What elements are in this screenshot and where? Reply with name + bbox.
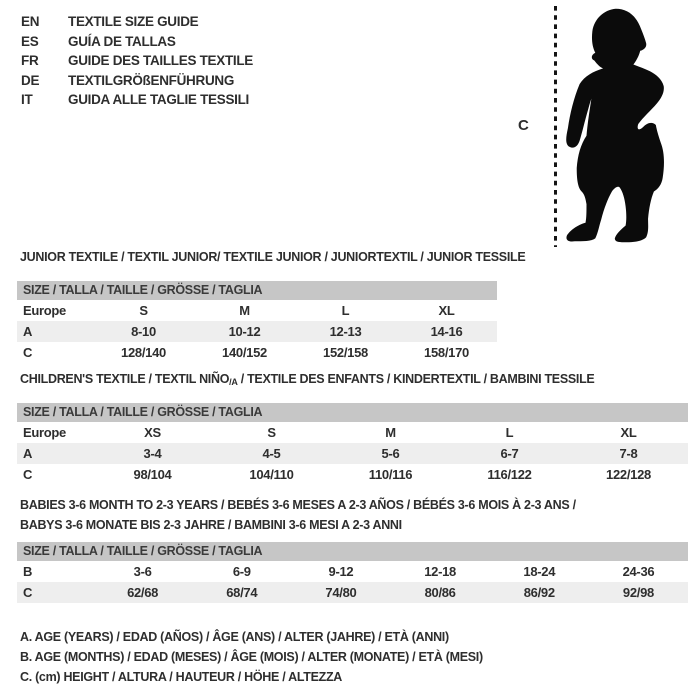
height-dashed-line [552, 6, 559, 247]
baby-silhouette-shape [566, 9, 664, 242]
table-header-bar: SIZE / TALLA / TAILLE / GRÖSSE / TAGLIA [17, 281, 497, 300]
section-title-junior: JUNIOR TEXTILE / TEXTIL JUNIOR/ TEXTILE JUNIOR / JUNIORTEXTIL / JUNIOR TESSILE [20, 250, 526, 264]
row-label: A [23, 324, 33, 339]
size-cell: M [239, 303, 250, 318]
size-cell: 8-10 [131, 324, 156, 339]
language-code: ES [21, 33, 39, 49]
size-table-babies [17, 542, 688, 603]
size-cell: 6-7 [500, 446, 519, 461]
table-row-height [17, 464, 688, 485]
language-label: TEXTILGRÖßENFÜHRUNG [68, 72, 235, 88]
row-label: Europe [23, 425, 66, 440]
table-row-age [17, 443, 688, 464]
size-cell: 68/74 [226, 585, 258, 600]
row-label: C [23, 467, 33, 482]
language-code: DE [21, 72, 40, 88]
size-table-children [17, 403, 688, 485]
table-row-height [17, 342, 497, 363]
size-cell: 62/68 [127, 585, 159, 600]
language-list [21, 12, 253, 110]
size-cell: XL [438, 303, 455, 318]
table-row-europe [17, 300, 497, 321]
size-cell: 18-24 [523, 564, 556, 579]
size-cell: 80/86 [424, 585, 456, 600]
size-cell: 74/80 [325, 585, 357, 600]
section-title-part: / TEXTILE DES ENFANTS / KINDERTEXTIL / BAMBINI TESSILE [237, 372, 595, 386]
footnotes [20, 627, 483, 687]
size-cell: L [505, 425, 514, 440]
size-cell: 12-18 [424, 564, 456, 579]
size-cell: 104/110 [249, 467, 294, 482]
size-cell: L [341, 303, 350, 318]
language-code: EN [21, 14, 40, 29]
size-cell: 6-9 [232, 564, 251, 579]
size-cell: 3-4 [143, 446, 162, 461]
size-cell: 116/122 [487, 467, 532, 482]
section-title-children [20, 372, 594, 387]
footnote-age-months: B. AGE (MONTHS) / EDAD (MESES) / ÂGE (MOIS) / ALTER (MONATE) / ETÀ (MESI) [20, 650, 483, 664]
language-label: GUIDE DES TAILLES TEXTILE [68, 53, 254, 68]
row-label: C [23, 585, 33, 600]
size-cell: 152/158 [323, 345, 368, 360]
size-cell: 10-12 [228, 324, 261, 339]
size-cell: 24-36 [622, 564, 655, 579]
section-title-line1: BABIES 3-6 MONTH TO 2-3 YEARS / BEBÉS 3-6 MESES A 2-3 AÑOS / BÉBÉS 3-6 MOIS À 2-3 ANS / [20, 498, 576, 512]
size-cell: XL [620, 425, 637, 440]
language-label: GUIDA ALLE TAGLIE TESSILI [68, 92, 249, 107]
table-header-bar: SIZE / TALLA / TAILLE / GRÖSSE / TAGLIA [17, 542, 688, 561]
language-row-fr [21, 51, 253, 71]
size-cell: 110/116 [368, 467, 413, 482]
section-title-babies [20, 495, 576, 535]
size-cell: 9-12 [328, 564, 354, 579]
height-label-c: C [518, 117, 529, 134]
language-label: TEXTILE SIZE GUIDE [68, 14, 199, 29]
language-code: IT [21, 92, 33, 107]
size-table-junior [17, 281, 497, 363]
size-cell: 7-8 [619, 446, 638, 461]
section-title-subscript: /A [229, 377, 238, 387]
language-label: GUÍA DE TALLAS [68, 33, 176, 49]
row-label: B [23, 564, 33, 579]
language-code: FR [21, 53, 39, 68]
table-row-europe [17, 422, 688, 443]
table-row-height [17, 582, 688, 603]
language-row-de [21, 71, 253, 91]
size-cell: 158/170 [424, 345, 469, 360]
table-row-months [17, 561, 688, 582]
size-cell: 3-6 [133, 564, 152, 579]
size-cell: XS [144, 425, 161, 440]
size-cell: 14-16 [430, 324, 463, 339]
language-row-it [21, 90, 253, 110]
size-cell: 98/104 [133, 467, 172, 482]
size-cell: 12-13 [329, 324, 362, 339]
size-cell: 4-5 [262, 446, 281, 461]
row-label: C [23, 345, 33, 360]
size-cell: M [385, 425, 396, 440]
language-row-en [21, 12, 253, 32]
section-title-line2: BABYS 3-6 MONATE BIS 2-3 JAHRE / BAMBINI 3-6 MESI A 2-3 ANNI [20, 518, 402, 532]
size-cell: S [267, 425, 276, 440]
size-cell: 5-6 [381, 446, 400, 461]
row-label: Europe [23, 303, 66, 318]
footnote-age-years: A. AGE (YEARS) / EDAD (AÑOS) / ÂGE (ANS) / ALTER (JAHRE) / ETÀ (ANNI) [20, 630, 449, 644]
size-cell: S [139, 303, 148, 318]
size-cell: 128/140 [121, 345, 166, 360]
section-title-part: CHILDREN'S TEXTILE / TEXTIL NIÑO [20, 372, 230, 386]
row-label: A [23, 446, 33, 461]
size-cell: 140/152 [222, 345, 267, 360]
table-row-age [17, 321, 497, 342]
size-cell: 122/128 [606, 467, 651, 482]
table-header-bar: SIZE / TALLA / TAILLE / GRÖSSE / TAGLIA [17, 403, 688, 422]
footnote-height: C. (cm) HEIGHT / ALTURA / HAUTEUR / HÖHE / ALTEZZA [20, 670, 343, 684]
language-row-es [21, 32, 253, 52]
baby-silhouette [565, 5, 692, 248]
size-cell: 86/92 [523, 585, 555, 600]
size-cell: 92/98 [622, 585, 654, 600]
